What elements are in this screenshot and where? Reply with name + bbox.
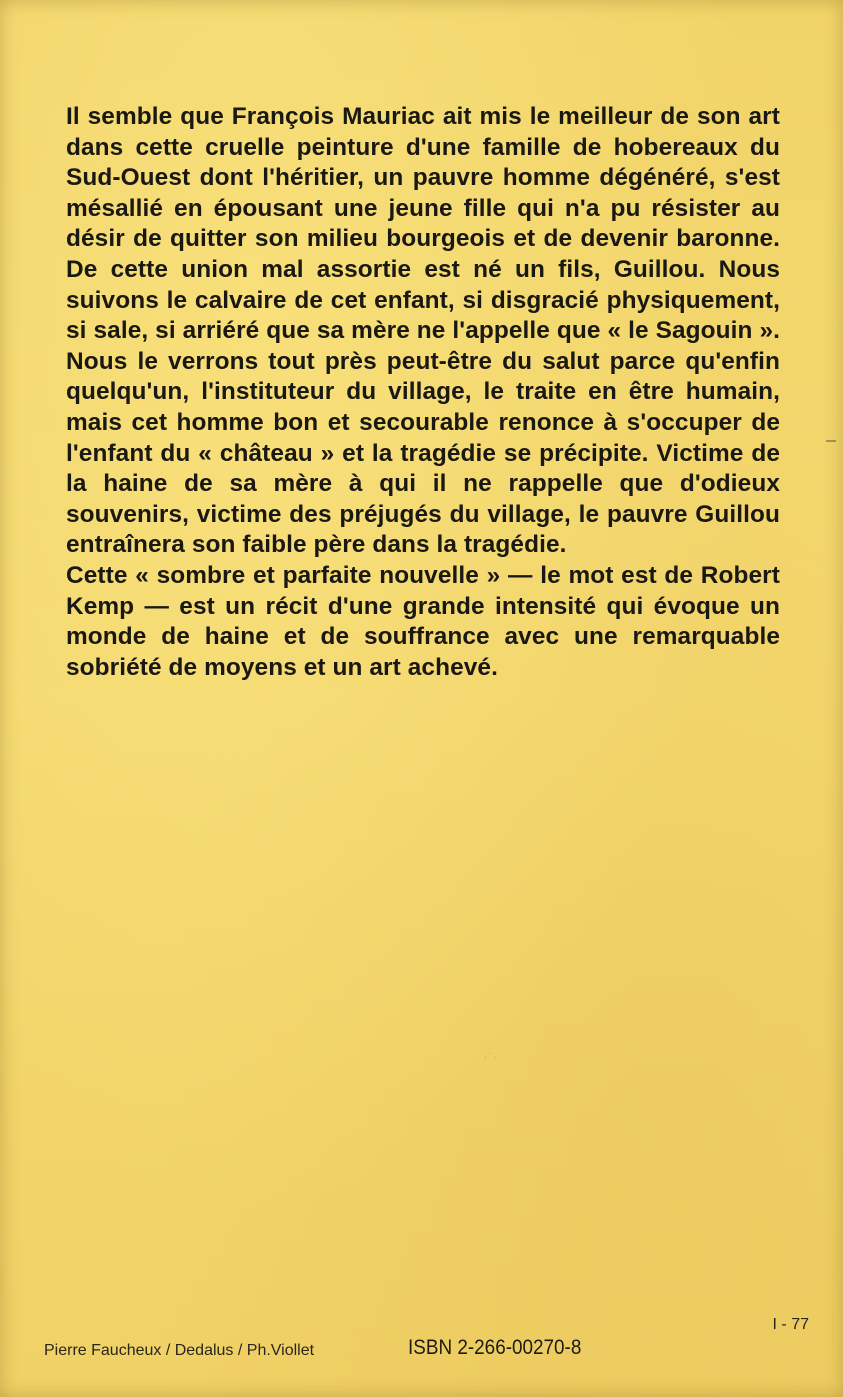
blurb-paragraph-1: Il semble que François Mauriac ait mis le meilleur de son art dans cette cruelle peinture d'une famille de hobereaux du Sud-Ouest dont l'héritier, un pauvre homme dégénéré, s'est mésallié en épousant une jeune fille qui n'a pu résister au désir de quitter son milieu bourgeois et de devenir baronne. De cette union mal assortie est né un fils, Guillou. Nous suivons le calvaire de cet enfant, si disgracié physiquement, si sale, si arriéré que sa mère ne l'appelle que « le Sagouin ». Nous le verrons tout près peut-être du salut parce qu'enfin quelqu'un, l'instituteur du village, le traite en être humain, mais cet homme bon et secourable renonce à s'occuper de l'enfant du « château » et la tragédie se précipite. Victime de la haine de sa mère à qui il ne rappelle que d'odieux souvenirs, victime des préjugés du village, le pauvre Guillou entraînera son faible père dans la tragédie. xyxy=(66,103,780,559)
isbn: ISBN 2-266-00270-8 xyxy=(408,1336,582,1359)
blurb-paragraph-2: Cette « sombre et parfaite nouvelle » — le mot est de Robert Kemp — est un récit d'une grande intensité qui évoque un monde de haine et de souffrance avec une remarquable sobriété de moyens et un art achevé. xyxy=(66,561,780,681)
paper-speck: ∙˙· xyxy=(484,1052,500,1063)
print-code: I - 77 xyxy=(772,1316,809,1333)
print-mark xyxy=(826,440,836,442)
blurb-text xyxy=(66,102,780,683)
cover-credits: Pierre Faucheux / Dedalus / Ph.Viollet xyxy=(44,1342,315,1359)
